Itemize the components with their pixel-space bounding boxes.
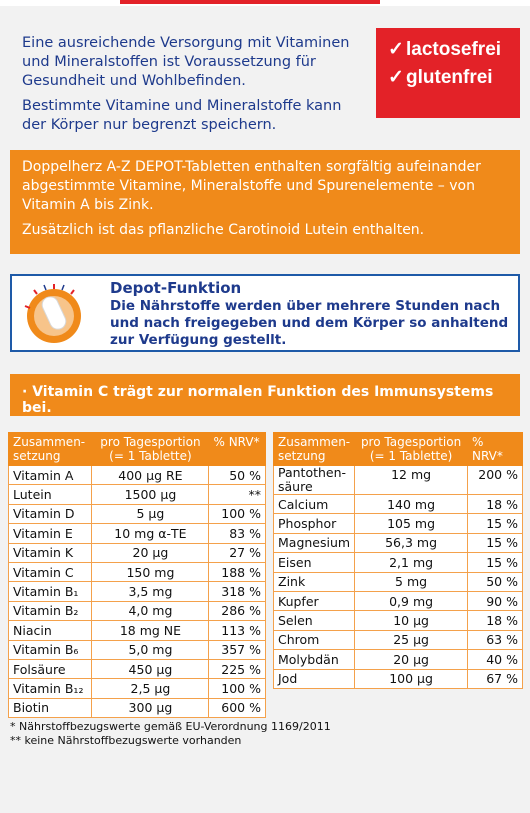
nutrient-nrv: ** (209, 485, 266, 504)
header-daily-portion: pro Tagesportion (= 1 Tablette) (355, 433, 468, 466)
nutrition-table-right (273, 432, 523, 689)
description-paragraph-1: Doppelherz A-Z DEPOT-Tabletten enthalten sorgfältig aufeinander abgestimmte Vitamine, Mineralstoffe und Spurenelemente – von Vitamin A bis Zink. (22, 159, 481, 213)
top-bar (0, 0, 530, 6)
description-box (10, 150, 520, 254)
nutrient-nrv: 200 % (468, 466, 523, 495)
table-row (9, 601, 266, 620)
description-paragraph-2: Zusätzlich ist das pflanzliche Carotinoid Lutein enthalten. (22, 222, 425, 238)
nutrient-name: Zink (274, 572, 355, 591)
table-row (274, 591, 523, 610)
nutrient-name: Calcium (274, 495, 355, 514)
intro-paragraph-1: Eine ausreichende Versorgung mit Vitaminen und Mineralstoffen ist Voraussetzung für Gesundheit und Wohlbefinden. (22, 35, 350, 89)
nutrient-name: Vitamin K (9, 543, 92, 562)
nutrient-amount: 100 µg (355, 669, 468, 688)
nutrient-nrv: 188 % (209, 562, 266, 581)
nutrient-nrv: 27 % (209, 543, 266, 562)
table-row (274, 669, 523, 688)
table-row (9, 582, 266, 601)
header-daily-portion: pro Tagesportion (= 1 Tablette) (92, 433, 209, 466)
nutrient-name: Folsäure (9, 659, 92, 678)
header-composition: Zusammen-setzung (274, 433, 355, 466)
table-row (9, 698, 266, 717)
nutrient-name: Pantothen-säure (274, 466, 355, 495)
nutrient-nrv: 100 % (209, 504, 266, 523)
nutrient-amount: 10 µg (355, 611, 468, 630)
header-composition: Zusammen-setzung (9, 433, 92, 466)
nutrient-amount: 2,1 mg (355, 553, 468, 572)
table-row (9, 562, 266, 581)
table-row (9, 621, 266, 640)
nutrient-name: Chrom (274, 630, 355, 649)
nutrient-nrv: 318 % (209, 582, 266, 601)
nutrient-nrv: 83 % (209, 524, 266, 543)
nutrient-amount: 4,0 mg (92, 601, 209, 620)
nutrient-nrv: 15 % (468, 514, 523, 533)
nutrient-amount: 25 µg (355, 630, 468, 649)
nutrient-name: Lutein (9, 485, 92, 504)
nutrient-nrv: 63 % (468, 630, 523, 649)
vitamin-c-claim: · Vitamin C trägt zur normalen Funktion des Immunsystems bei. (10, 374, 520, 416)
nutrient-nrv: 50 % (468, 572, 523, 591)
nutrient-amount: 10 mg α-TE (92, 524, 209, 543)
table-row (274, 650, 523, 669)
nutrient-amount: 450 µg (92, 659, 209, 678)
header-nrv: % NRV* (468, 433, 523, 466)
nutrient-nrv: 18 % (468, 495, 523, 514)
table-row (274, 466, 523, 495)
table-row (9, 466, 266, 485)
nutrient-name: Biotin (9, 698, 92, 717)
tablet-clock-icon (22, 282, 86, 346)
table-row (274, 553, 523, 572)
nutrient-nrv: 50 % (209, 466, 266, 485)
table-row (274, 495, 523, 514)
nutrient-name: Vitamin D (9, 504, 92, 523)
nutrient-amount: 150 mg (92, 562, 209, 581)
nutrient-name: Vitamin B₁ (9, 582, 92, 601)
top-red-stripe (120, 0, 380, 4)
nutrient-amount: 105 mg (355, 514, 468, 533)
nutrient-nrv: 67 % (468, 669, 523, 688)
table-row (9, 543, 266, 562)
table-row (9, 504, 266, 523)
nutrient-amount: 20 µg (355, 650, 468, 669)
nutrient-nrv: 15 % (468, 533, 523, 552)
nutrient-name: Eisen (274, 553, 355, 572)
nutrient-nrv: 15 % (468, 553, 523, 572)
table-row (9, 640, 266, 659)
table-row (274, 630, 523, 649)
nutrient-amount: 18 mg NE (92, 621, 209, 640)
nutrient-name: Kupfer (274, 591, 355, 610)
table-row (9, 485, 266, 504)
nutrient-name: Vitamin C (9, 562, 92, 581)
nutrient-amount: 400 µg RE (92, 466, 209, 485)
nutrient-amount: 5 µg (92, 504, 209, 523)
nutrient-nrv: 90 % (468, 591, 523, 610)
badge-lactose: lactosefrei (406, 39, 502, 60)
intro-text (22, 34, 362, 141)
nutrient-name: Vitamin E (9, 524, 92, 543)
nutrient-amount: 3,5 mg (92, 582, 209, 601)
nutrient-name: Vitamin B₁₂ (9, 679, 92, 698)
nutrient-amount: 2,5 µg (92, 679, 209, 698)
table-row (9, 659, 266, 678)
nutrient-name: Selen (274, 611, 355, 630)
nutrient-amount: 300 µg (92, 698, 209, 717)
nutrient-nrv: 600 % (209, 698, 266, 717)
table-row (274, 533, 523, 552)
depot-title: Depot-Funktion (110, 279, 242, 297)
intro-paragraph-2: Bestimmte Vitamine und Mineralstoffe kann der Körper nur begrenzt speichern. (22, 98, 342, 133)
nutrient-name: Jod (274, 669, 355, 688)
nutrient-name: Vitamin B₂ (9, 601, 92, 620)
nutrient-nrv: 100 % (209, 679, 266, 698)
table-row (274, 514, 523, 533)
badge-gluten: glutenfrei (406, 67, 493, 88)
nutrient-amount: 5,0 mg (92, 640, 209, 659)
depot-text: Die Nährstoffe werden über mehrere Stunden nach und nach freigegeben und dem Körper so anhaltend zur Verfügung gestellt. (110, 298, 509, 348)
nutrient-name: Vitamin B₆ (9, 640, 92, 659)
nutrient-amount: 56,3 mg (355, 533, 468, 552)
nutrient-name: Niacin (9, 621, 92, 640)
table-row (274, 611, 523, 630)
nutrient-nrv: 18 % (468, 611, 523, 630)
nutrient-amount: 5 mg (355, 572, 468, 591)
nutrient-nrv: 113 % (209, 621, 266, 640)
nutrient-amount: 12 mg (355, 466, 468, 495)
nutrient-nrv: 357 % (209, 640, 266, 659)
nutrient-name: Phosphor (274, 514, 355, 533)
header-nrv: % NRV* (209, 433, 266, 466)
check-icon: ✓ (388, 67, 404, 88)
table-row (9, 524, 266, 543)
nutrient-name: Vitamin A (9, 466, 92, 485)
nutrient-nrv: 40 % (468, 650, 523, 669)
table-row (9, 679, 266, 698)
depot-function-box (10, 274, 520, 352)
nutrient-amount: 1500 µg (92, 485, 209, 504)
nutrient-amount: 20 µg (92, 543, 209, 562)
nutrient-name: Molybdän (274, 650, 355, 669)
nutrient-nrv: 286 % (209, 601, 266, 620)
nutrient-name: Magnesium (274, 533, 355, 552)
nutrient-amount: 140 mg (355, 495, 468, 514)
check-icon: ✓ (388, 39, 404, 60)
table-row (274, 572, 523, 591)
footnote-2: ** keine Nährstoffbezugswerte vorhanden (10, 734, 242, 747)
allergen-badge (376, 28, 520, 118)
footnote-1: * Nährstoffbezugswerte gemäß EU-Verordnung 1169/2011 (10, 720, 331, 733)
nutrient-amount: 0,9 mg (355, 591, 468, 610)
nutrition-table-left (8, 432, 266, 718)
footnotes (10, 720, 331, 748)
nutrient-nrv: 225 % (209, 659, 266, 678)
